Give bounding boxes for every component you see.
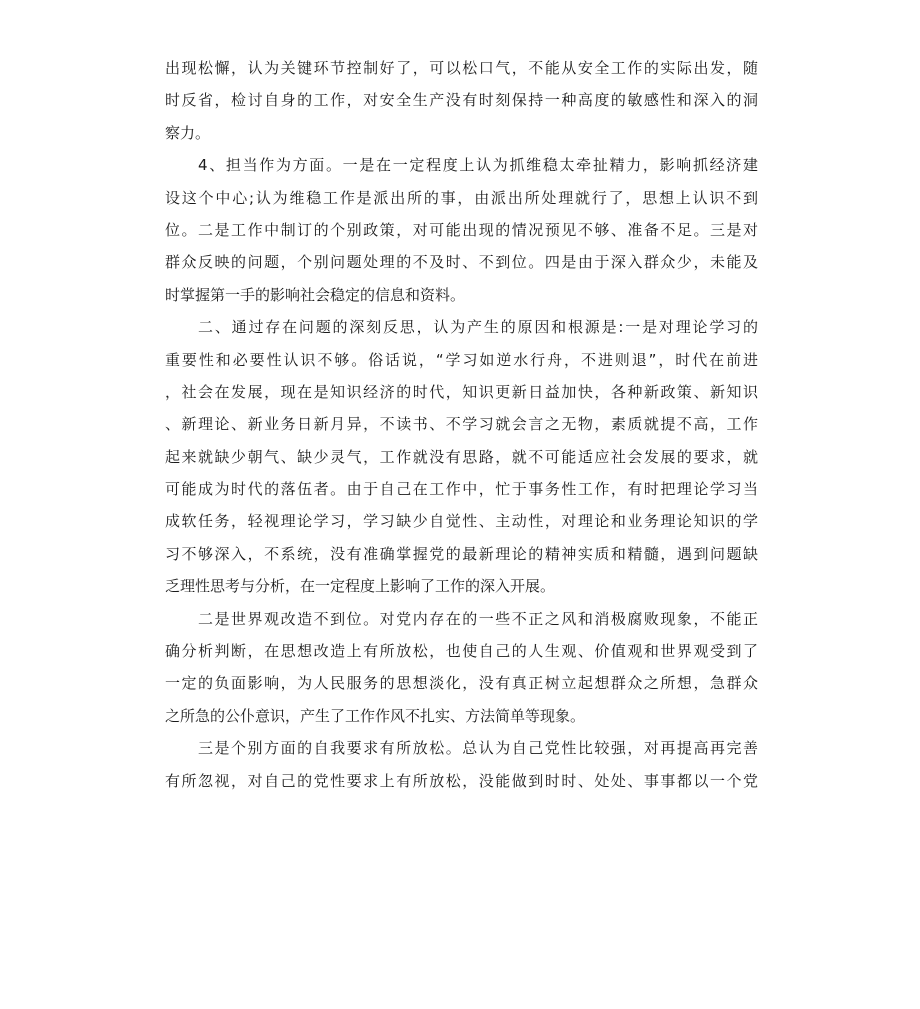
text-line-14: 可能成为时代的落伍者。由于自己在工作中，忙于事务性工作，有时把理论学习当: [165, 480, 758, 499]
text-line-4: 4、担当作为方面。一是在一定程度上认为抓维稳太牵扯精力，影响抓经济建: [198, 156, 758, 175]
text-line-5: 设这个中心;认为维稳工作是派出所的事，由派出所处理就行了，思想上认识不到: [165, 188, 758, 207]
text-line-15: 成软任务，轻视理论学习，学习缺少自觉性、主动性，对理论和业务理论知识的学: [165, 512, 758, 531]
text-line-11: ，社会在发展，现在是知识经济的时代，知识更新日益加快，各种新政策、新知识: [165, 382, 758, 401]
text-line-22: 三是个别方面的自我要求有所放松。总认为自己党性比较强，对再提高再完善: [198, 739, 758, 758]
text-line-21: 之所急的公仆意识，产生了工作作风不扎实、方法简单等现象。: [165, 706, 586, 725]
text-line-18: 二是世界观改造不到位。对党内存在的一些不正之风和消极腐败现象，不能正: [198, 609, 758, 628]
text-line-16: 习不够深入，不系统，没有准确掌握党的最新理论的精神实质和精髓，遇到问题缺: [165, 544, 758, 563]
text-line-17: 乏理性思考与分析，在一定程度上影响了工作的深入开展。: [165, 577, 556, 596]
text-line-1: 出现松懈，认为关键环节控制好了，可以松口气，不能从安全工作的实际出发，随: [165, 59, 758, 77]
text-line-19: 确分析判断，在思想改造上有所放松，也使自己的人生观、价值观和世界观受到了: [165, 642, 758, 661]
text-line-10: 重要性和必要性认识不够。俗话说，“学习如逆水行舟，不进则退”，时代在前进: [165, 350, 758, 369]
text-line-23: 有所忽视，对自己的党性要求上有所放松，没能做到时时、处处、事事都以一个党: [165, 771, 758, 790]
document-body: [165, 52, 758, 797]
text-line-2: 时反省，检讨自身的工作，对安全生产没有时刻保持一种高度的敏感性和深入的洞: [165, 91, 758, 110]
text-line-13: 起来就缺少朝气、缺少灵气，工作就没有思路，就不可能适应社会发展的要求，就: [165, 447, 758, 466]
text-line-9: 二、通过存在问题的深刻反思，认为产生的原因和根源是:一是对理论学习的: [198, 318, 758, 337]
text-line-8: 时掌握第一手的影响社会稳定的信息和资料。: [165, 285, 466, 304]
text-line-6: 位。二是工作中制订的个别政策，对可能出现的情况预见不够、准备不足。三是对: [165, 220, 758, 239]
text-line-20: 一定的负面影响，为人民服务的思想淡化，没有真正树立起想群众之所想，急群众: [165, 674, 758, 693]
text-line-3: 察力。: [165, 123, 211, 142]
text-line-7: 群众反映的问题，个别问题处理的不及时、不到位。四是由于深入群众少，未能及: [165, 253, 758, 272]
text-line-12: 、新理论、新业务日新月异，不读书、不学习就会言之无物，素质就提不高，工作: [165, 415, 758, 434]
